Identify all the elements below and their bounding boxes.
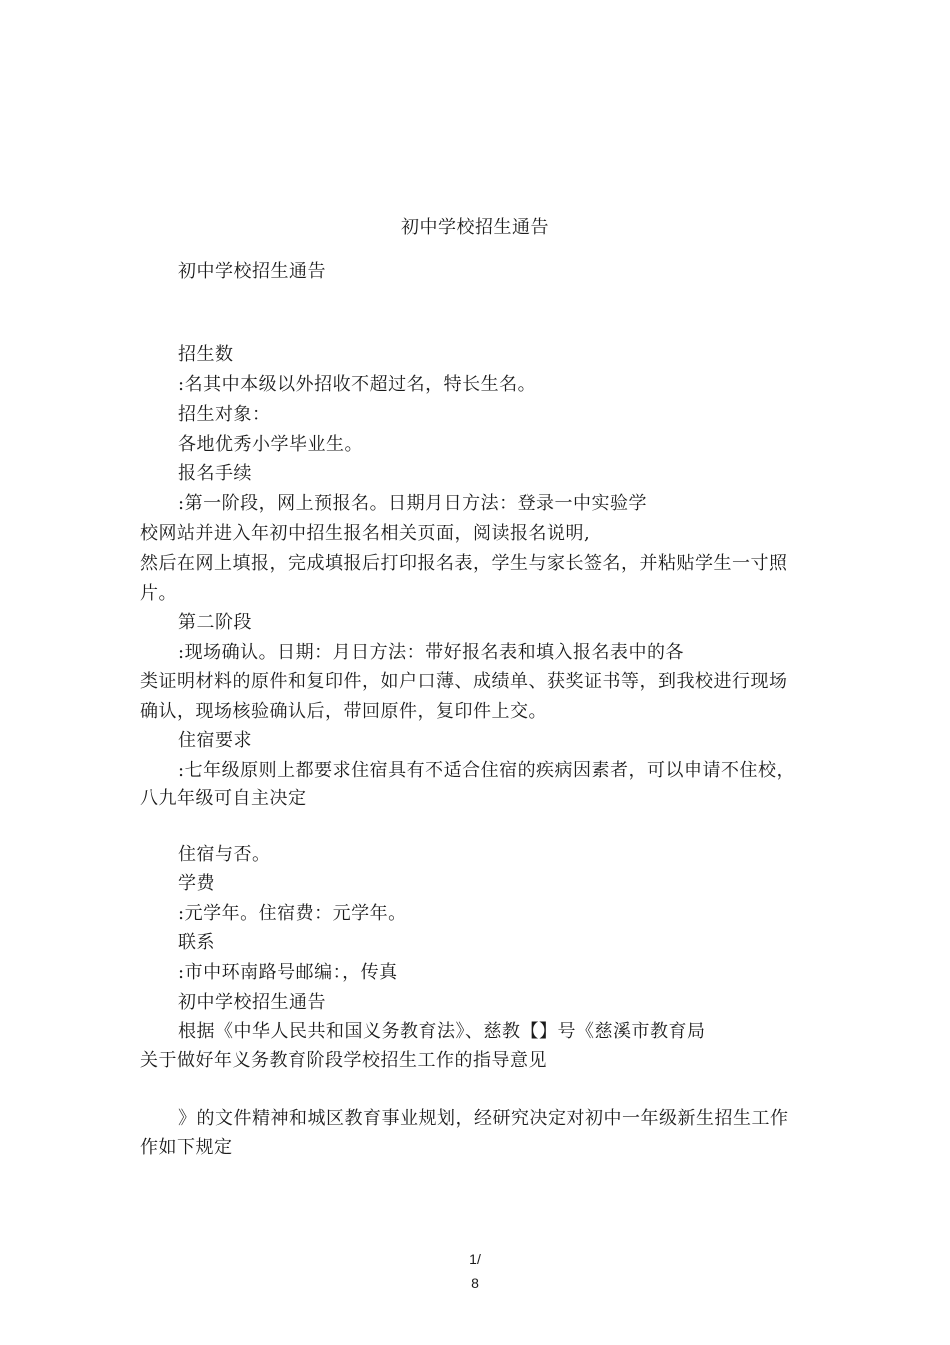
text-line: 初中学校招生通告	[178, 261, 326, 282]
text-line: 片。	[140, 583, 177, 604]
text-line: :名其中本级以外招收不超过名，特长生名。	[178, 374, 537, 395]
text-line: 招生数	[178, 344, 234, 365]
text-line: 确认，现场核验确认后，带回原件，复印件上交。	[140, 701, 547, 722]
text-line: 关于做好年义务教育阶段学校招生工作的指导意见	[140, 1050, 547, 1071]
document-title: 初中学校招生通告	[401, 217, 549, 238]
text-line: :七年级原则上都要求住宿具有不适合住宿的疾病因素者，可以申请不住校，	[178, 760, 796, 781]
text-line: 各地优秀小学毕业生。	[178, 434, 363, 455]
text-line: :元学年。住宿费：元学年。	[178, 903, 407, 924]
text-line: 招生对象：	[178, 404, 271, 425]
text-line: 作如下规定	[140, 1137, 233, 1158]
text-line: 第二阶段	[178, 612, 252, 633]
text-line: 根据《中华人民共和国义务教育法》、慈教【】号《慈溪市教育局	[178, 1021, 706, 1042]
page-number-top: 1/	[469, 1251, 481, 1267]
text-line: :现场确认。日期：月日方法：带好报名表和填入报名表中的各	[178, 642, 685, 663]
text-line: 报名手续	[178, 463, 252, 484]
text-line: 》的文件精神和城区教育事业规划，经研究决定对初中一年级新生招生工作	[178, 1108, 789, 1129]
text-line: 然后在网上填报，完成填报后打印报名表，学生与家长签名，并粘贴学生一寸照	[140, 553, 788, 574]
page-number-bottom: 8	[471, 1275, 479, 1291]
text-line: 联系	[178, 932, 215, 953]
text-line: 校网站并进入年初中招生报名相关页面，阅读报名说明,	[140, 523, 591, 544]
text-line: :市中环南路号邮编：，传真	[178, 962, 398, 983]
text-line: 八九年级可自主决定	[140, 788, 307, 809]
text-line: 住宿要求	[178, 730, 252, 751]
text-line: 学费	[178, 873, 215, 894]
text-line: 类证明材料的原件和复印件，如户口薄、成绩单、获奖证书等，到我校进行现场	[140, 671, 788, 692]
text-line: :第一阶段，网上预报名。日期月日方法：登录一中实验学	[178, 493, 648, 514]
text-line: 住宿与否。	[178, 844, 271, 865]
text-line: 初中学校招生通告	[178, 992, 326, 1013]
